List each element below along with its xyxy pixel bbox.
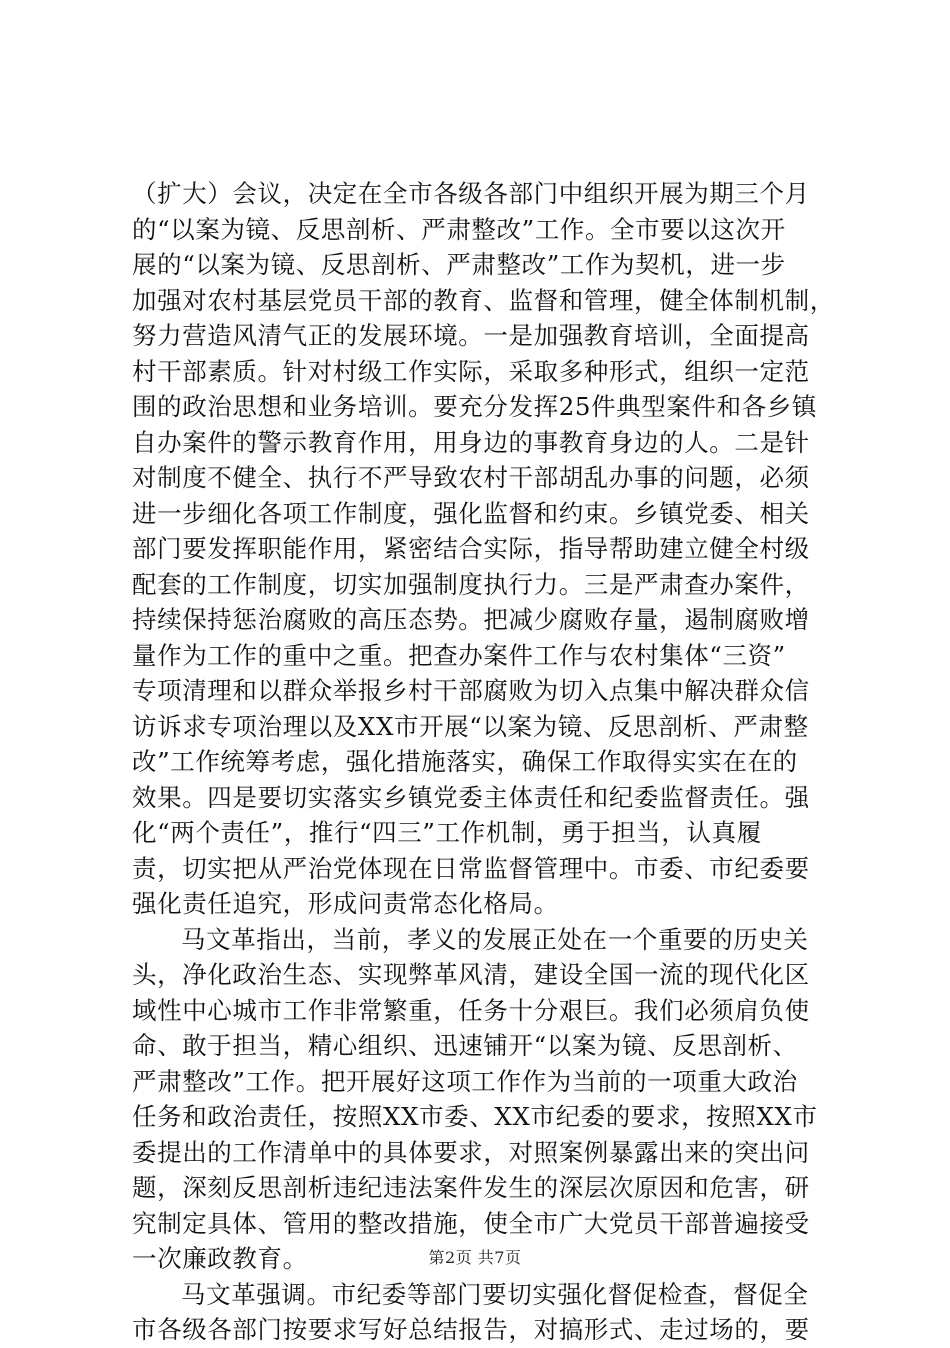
text-line: 委提出的工作清单中的具体要求，对照案例暴露出来的突出问 [132, 1137, 810, 1167]
text-line: 部门要发挥职能作用，紧密结合实际，指导帮助建立健全村级 [132, 534, 810, 563]
text-line: 效果。四是要切实落实乡镇党委主体责任和纪委监督责任。强 [132, 782, 810, 812]
text-line: 努力营造风清气正的发展环境。一是加强教育培训，全面提高 [132, 321, 810, 350]
text-line: 头，净化政治生态、实现弊革风清，建设全国一流的现代化区 [132, 960, 810, 989]
text-line: 专项清理和以群众举报乡村干部腐败为切入点集中解决群众信 [132, 676, 810, 705]
text-line: 对制度不健全、执行不严导致农村干部胡乱办事的问题，必须 [132, 463, 810, 492]
text-line: 展的“以案为镜、反思剖析、严肃整改”工作为契机，进一步 [132, 250, 786, 279]
text-line: 题，深刻反思剖析违纪违法案件发生的深层次原因和危害，研 [132, 1173, 810, 1202]
text-line: 进一步细化各项工作制度，强化监督和约束。乡镇党委、相关 [132, 498, 810, 528]
text-line: 任务和政治责任，按照XX市委、XX市纪委的要求，按照XX市 [132, 1102, 818, 1131]
text-line: 量作为工作的重中之重。把查办案件工作与农村集体“三资” [132, 640, 786, 670]
text-line: 化“两个责任”，推行“四三”工作机制，勇于担当，认真履 [132, 818, 762, 847]
text-line: 命、敢于担当，精心组织、迅速铺开“以案为镜、反思剖析、 [132, 1031, 798, 1060]
paragraph-first-line: 马文革强调。市纪委等部门要切实强化督促检查，督促全 [181, 1279, 809, 1309]
text-line: 村干部素质。针对村级工作实际，采取多种形式，组织一定范 [132, 356, 810, 386]
text-line: 加强对农村基层党员干部的教育、监督和管理，健全体制机制， [132, 285, 835, 315]
text-line: 责，切实把从严治党体现在日常监督管理中。市委、市纪委要 [132, 853, 810, 883]
text-line: 配套的工作制度，切实加强制度执行力。三是严肃查办案件， [132, 569, 810, 599]
text-line: 的“以案为镜、反思剖析、严肃整改”工作。全市要以这次开 [132, 214, 786, 244]
text-line: （扩大）会议，决定在全市各级各部门中组织开展为期三个月 [132, 179, 810, 208]
text-line: 自办案件的警示教育作用，用身边的事教育身边的人。二是针 [132, 427, 810, 457]
text-line: 持续保持惩治腐败的高压态势。把减少腐败存量，遏制腐败增 [132, 605, 810, 634]
text-line: 市各级各部门按要求写好总结报告，对搞形式、走过场的，要 [132, 1315, 810, 1344]
text-line: 严肃整改”工作。把开展好这项工作作为当前的一项重大政治 [132, 1066, 798, 1096]
text-line: 一次廉政教育。 [132, 1244, 308, 1273]
page-number-footer: 第2页 共7页 [428, 1248, 522, 1267]
text-line: 改”工作统筹考虑，强化措施落实，确保工作取得实实在在的 [132, 747, 798, 776]
text-line: 域性中心城市工作非常繁重，任务十分艰巨。我们必须肩负使 [132, 995, 810, 1025]
text-line: 围的政治思想和业务培训。要充分发挥25件典型案件和各乡镇 [132, 392, 817, 421]
text-line: 究制定具体、管用的整改措施，使全市广大党员干部普遍接受 [132, 1208, 810, 1238]
text-line: 访诉求专项治理以及XX市开展“以案为镜、反思剖析、严肃整 [132, 711, 809, 741]
text-line: 强化责任追究，形成问责常态化格局。 [132, 889, 559, 918]
paragraph-first-line: 马文革指出，当前，孝义的发展正处在一个重要的历史关 [181, 924, 809, 954]
document-body [132, 176, 835, 1348]
